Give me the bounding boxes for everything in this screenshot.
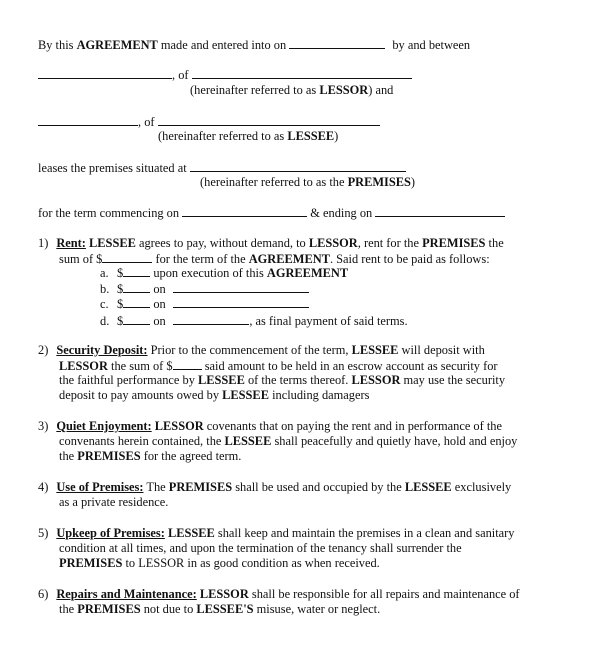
clause-number: 6) <box>38 587 49 601</box>
rent-item-c: c. $ on <box>100 296 309 312</box>
quiet-clause-line-3: the PREMISES for the agreed term. <box>59 449 242 463</box>
lessee-address-field[interactable] <box>158 114 380 126</box>
rent-amount-d-field[interactable] <box>123 313 150 325</box>
rent-amount-a-field[interactable] <box>123 265 150 277</box>
rent-item-a: a. $ upon execution of this AGREEMENT <box>100 266 349 280</box>
security-clause-line-4: deposit to pay amounts owed by LESSEE including damagers <box>59 388 370 402</box>
premises-location-line: leases the premises situated at <box>38 160 406 176</box>
clause-number: 3) <box>38 419 49 433</box>
clause-number: 2) <box>38 343 49 357</box>
rent-amount-b-field[interactable] <box>123 281 150 293</box>
upkeep-clause-line-2: condition at all times, and upon the termination of the tenancy shall surrender the <box>59 541 462 555</box>
use-of-premises-title: Use of Premises: <box>56 480 144 494</box>
rent-sum-field[interactable] <box>102 251 152 263</box>
rent-date-c-field[interactable] <box>173 296 309 308</box>
rent-item-b: b. $ on <box>100 281 309 297</box>
lessor-reference-line: (hereinafter referred to as LESSOR) and <box>190 83 394 97</box>
clause-number: 1) <box>38 236 49 250</box>
security-clause-line-1: 2) Security Deposit: Prior to the commencement of the term, LESSEE will deposit with <box>38 343 485 357</box>
agreement-intro-line: By this AGREEMENT made and entered into on by and between <box>38 38 471 52</box>
premises-reference-line: (hereinafter referred to as the PREMISES) <box>200 175 416 189</box>
rent-date-d-field[interactable] <box>173 313 249 325</box>
use-clause-line-1: 4) Use of Premises: The PREMISES shall be used and occupied by the LESSEE exclusively <box>38 480 512 494</box>
repairs-clause-line-1: 6) Repairs and Maintenance: LESSOR shall be responsible for all repairs and maintenance of <box>38 587 520 601</box>
security-clause-line-3: the faithful performance by LESSEE of the terms thereof. LESSOR may use the security <box>59 373 506 387</box>
lessor-address-field[interactable] <box>192 67 412 79</box>
security-deposit-title: Security Deposit: <box>56 343 148 357</box>
quiet-clause-line-1: 3) Quiet Enjoyment: LESSOR covenants that on paying the rent and in performance of the <box>38 419 502 433</box>
lessee-reference-line: (hereinafter referred to as LESSEE) <box>158 129 339 143</box>
lessor-name-line: , of <box>38 67 412 83</box>
premises-address-field[interactable] <box>190 160 406 172</box>
term-start-field[interactable] <box>182 205 307 217</box>
use-clause-line-2: as a private residence. <box>59 495 169 509</box>
rent-item-d: d. $ on , as final payment of said terms. <box>100 314 408 328</box>
rent-clause-line-2: sum of $ for the term of the AGREEMENT. Said rent to be paid as follows: <box>59 252 490 266</box>
lessor-name-field[interactable] <box>38 67 172 79</box>
repairs-maintenance-title: Repairs and Maintenance: <box>56 587 197 601</box>
quiet-clause-line-2: convenants herein contained, the LESSEE shall peacefully and quietly have, hold and enjoy <box>59 434 518 448</box>
term-line: for the term commencing on & ending on <box>38 205 505 221</box>
lessee-name-line: , of <box>38 114 380 130</box>
lessee-name-field[interactable] <box>38 114 138 126</box>
clause-number: 5) <box>38 526 49 540</box>
upkeep-clause-line-1: 5) Upkeep of Premises: LESSEE shall keep and maintain the premises in a clean and sanitary <box>38 526 515 540</box>
upkeep-clause-line-3: PREMISES to LESSOR in as good condition as when received. <box>59 556 380 570</box>
term-end-field[interactable] <box>375 205 505 217</box>
repairs-clause-line-2: the PREMISES not due to LESSEE'S misuse, water or neglect. <box>59 602 381 616</box>
rent-title: Rent: <box>56 236 86 250</box>
quiet-enjoyment-title: Quiet Enjoyment: <box>56 419 152 433</box>
rent-date-b-field[interactable] <box>173 281 309 293</box>
rent-amount-c-field[interactable] <box>123 296 150 308</box>
rent-clause-line-1: 1) Rent: LESSEE agrees to pay, without demand, to LESSOR, rent for the PREMISES the <box>38 236 504 250</box>
security-clause-line-2: LESSOR the sum of $ said amount to be held in an escrow account as security for <box>59 359 498 373</box>
upkeep-of-premises-title: Upkeep of Premises: <box>56 526 165 540</box>
agreement-date-field[interactable] <box>289 37 385 49</box>
clause-number: 4) <box>38 480 49 494</box>
security-deposit-amount-field[interactable] <box>173 358 202 370</box>
